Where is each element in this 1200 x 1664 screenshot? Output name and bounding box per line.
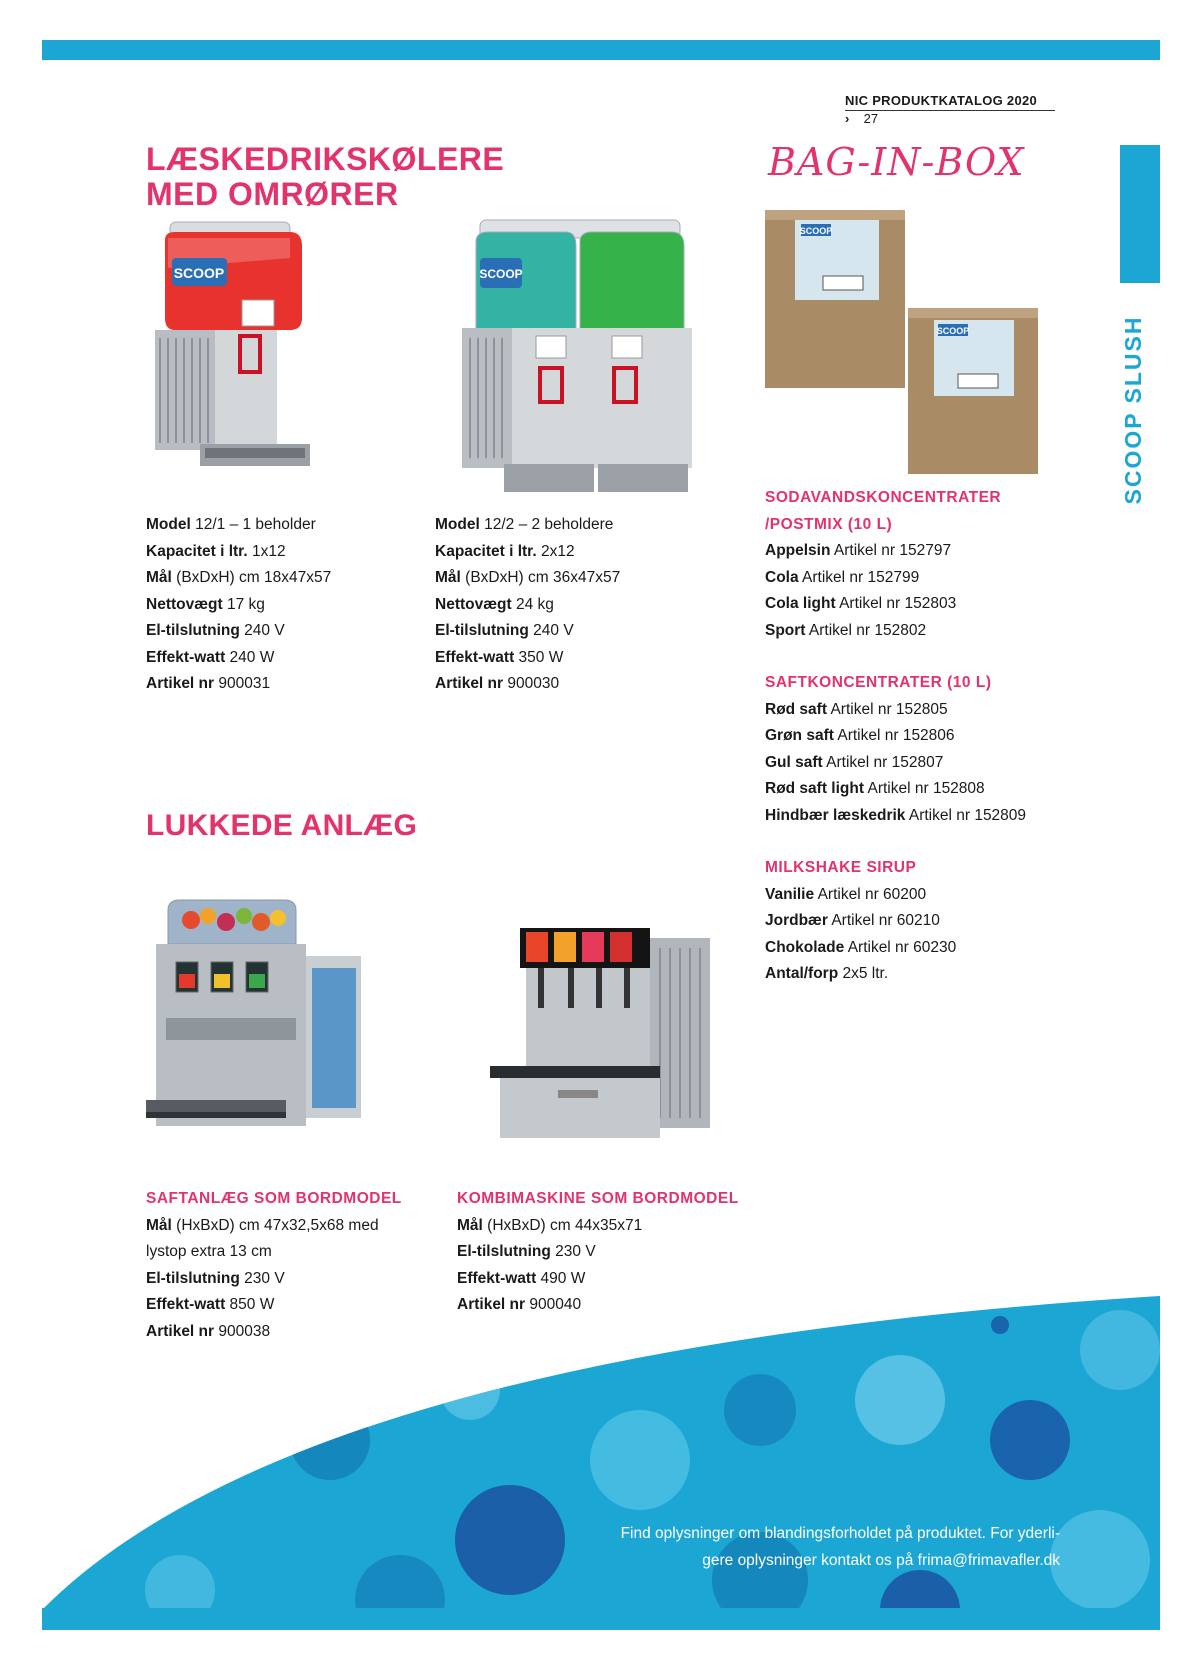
list-item: Hindbær læskedrik Artikel nr 152809 (765, 806, 1027, 824)
soda-heading: SODAVANDSKONCENTRATER (765, 489, 1002, 506)
spec-row: Effekt-watt 850 W (146, 1296, 275, 1313)
list-item: Appelsin Artikel nr 152797 (765, 542, 952, 559)
list-item: Vanilie Artikel nr 60200 (765, 885, 927, 903)
svg-text:SCOOP: SCOOP (173, 265, 225, 281)
catalog-title: NIC PRODUKTKATALOG 2020 › (845, 93, 1038, 126)
spec-list-model-12-1 (146, 512, 406, 698)
spec-row: Mål (HxBxD) cm 47x32,5x68 med (146, 1216, 379, 1234)
spec-row: Effekt-watt 490 W (457, 1269, 586, 1287)
spec-row: Kapacitet i ltr. 2x12 (435, 542, 575, 560)
spec-row: Effekt-watt 240 W (146, 648, 275, 666)
spec-row: Artikel nr 900031 (146, 675, 271, 692)
spec-row: El-tilslutning 230 V (146, 1269, 285, 1287)
list-item: Rød saft light Artikel nr 152808 (765, 780, 985, 797)
spec-row: lystop extra 13 cm (146, 1243, 272, 1260)
catalog-header (845, 92, 1055, 126)
svg-text:SCOOP: SCOOP (799, 226, 833, 236)
list-item: Grøn saft Artikel nr 152806 (765, 727, 955, 744)
milk-heading: MILKSHAKE SIRUP (765, 859, 917, 876)
list-item: Rød saft Artikel nr 152805 (765, 700, 948, 718)
side-tab-label: SCOOP SLUSH (1120, 315, 1146, 505)
product-image-single-dispenser (150, 218, 320, 478)
spec-row: El-tilslutning 240 V (435, 622, 574, 639)
page-number: 27 (863, 111, 879, 126)
spec-row: Effekt-watt 350 W (435, 648, 564, 666)
spec-row: Nettovægt 24 kg (435, 595, 554, 613)
spec-row: Kapacitet i ltr. 1x12 (146, 542, 286, 560)
spec-row: Artikel nr 900038 (146, 1322, 271, 1340)
section-title-laeskedrik: LÆSKEDRIKSKØLERE MED OMRØRER (146, 141, 505, 212)
spec-row: Mål (HxBxD) cm 44x35x71 (457, 1216, 643, 1234)
section-title-lukkede-anlaeg: LUKKEDE ANLÆG (146, 809, 418, 842)
spec-row: Mål (BxDxH) cm 18x47x57 (146, 569, 332, 586)
spec-row: El-tilslutning 240 V (146, 622, 285, 639)
product-image-kombimaskine (490, 918, 735, 1148)
bag-in-box-image-back (908, 308, 1038, 476)
spec-row: Model 12/2 – 2 beholdere (435, 516, 614, 533)
spec-row: Model 12/1 – 1 beholder (146, 516, 316, 533)
product-heading: KOMBIMASKINE SOM BORDMODEL (457, 1190, 739, 1207)
list-item: Chokolade Artikel nr 60230 (765, 938, 957, 956)
spec-row: Artikel nr 900030 (435, 675, 560, 692)
footer-info: Find oplysninger om blandingsforholdet på produktet. For yderli- gere oplysninger kontakt os på frima@frimavafler.dk (620, 1525, 1060, 1569)
list-item: Cola light Artikel nr 152803 (765, 595, 957, 612)
spec-row: Nettovægt 17 kg (146, 595, 265, 613)
product-image-saftanlaeg (146, 898, 371, 1143)
bag-in-box-image-front (765, 210, 905, 390)
section-title-bag-in-box: BAG-IN-BOX (768, 140, 1025, 184)
list-item: Antal/forp 2x5 ltr. (765, 965, 889, 982)
list-item: Sport Artikel nr 152802 (765, 621, 927, 639)
bottom-accent-bar (42, 1608, 1160, 1630)
soda-heading-2: /POSTMIX (10 L) (765, 515, 893, 533)
svg-text:SCOOP: SCOOP (479, 267, 523, 281)
top-accent-bar (42, 40, 1160, 60)
decorative-wave (0, 1290, 1200, 1630)
product-heading: SAFTANLÆG SOM BORDMODEL (146, 1190, 402, 1207)
spec-row: El-tilslutning 230 V (457, 1243, 596, 1260)
list-item: Cola Artikel nr 152799 (765, 568, 920, 586)
product-image-double-dispenser (462, 218, 702, 508)
spec-row: Mål (BxDxH) cm 36x47x57 (435, 569, 621, 586)
spec-row: Artikel nr 900040 (457, 1296, 582, 1313)
saft-heading: SAFTKONCENTRATER (10 L) (765, 674, 992, 691)
bag-in-box-list (765, 485, 1075, 988)
spec-list-model-12-2 (435, 512, 695, 698)
list-item: Gul saft Artikel nr 152807 (765, 753, 944, 771)
list-item: Jordbær Artikel nr 60210 (765, 912, 940, 929)
side-tab-marker (1120, 145, 1160, 283)
svg-text:SCOOP: SCOOP (936, 326, 970, 336)
